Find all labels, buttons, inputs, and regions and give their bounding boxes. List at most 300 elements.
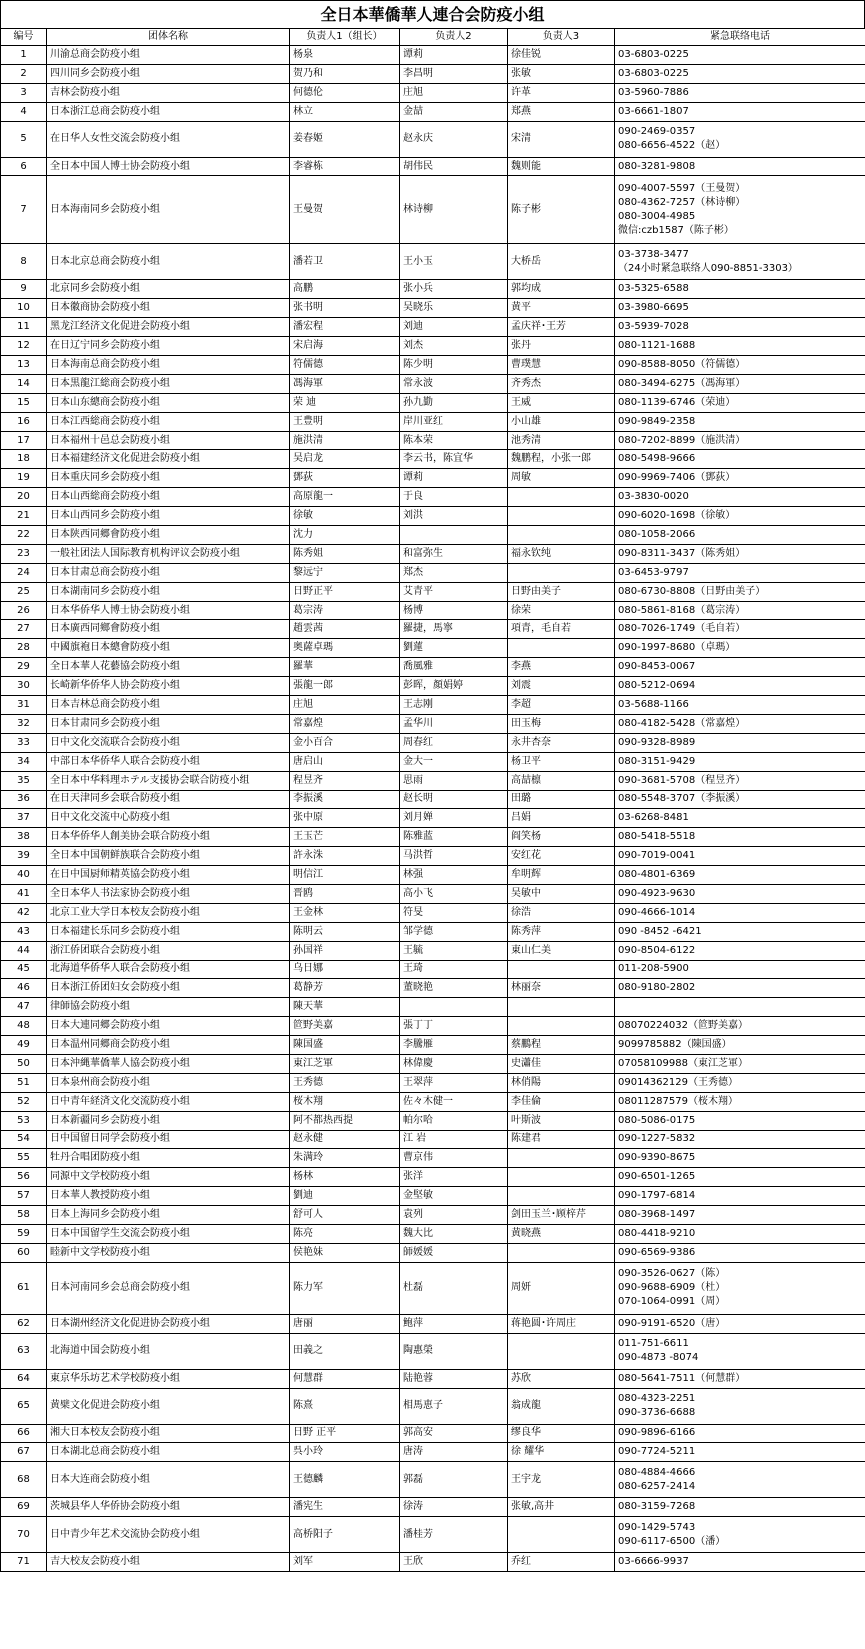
emergency-phone <box>615 601 865 620</box>
phone-line: 090-9849-2358 <box>618 415 696 427</box>
row-number: 53 <box>1 1111 47 1130</box>
group-name: 日本北京总商会防疫小组 <box>47 244 290 280</box>
phone-line: 080-1058-2066 <box>618 528 696 540</box>
leader-1: 東江芝軍 <box>290 1054 400 1073</box>
leader-1: 王金林 <box>290 903 400 922</box>
table-row <box>1 102 865 121</box>
phone-line: 090 -8452 -6421 <box>618 925 702 937</box>
leader-3: 吴敏中 <box>508 884 615 903</box>
leader-3: 東山仁美 <box>508 941 615 960</box>
leader-2: 刘洪 <box>400 507 508 526</box>
leader-2: 李云书，陈宜华 <box>400 450 508 469</box>
table-row <box>1 280 865 299</box>
leader-3 <box>508 1517 615 1553</box>
row-number: 5 <box>1 121 47 157</box>
group-name: 四川同乡会防疫小组 <box>47 64 290 83</box>
group-name: 日本华侨华人博士协会防疫小组 <box>47 601 290 620</box>
row-number: 23 <box>1 544 47 563</box>
phone-line: 03-5939-7028 <box>618 321 689 333</box>
emergency-phone <box>615 847 865 866</box>
table-row <box>1 1036 865 1055</box>
emergency-phone <box>615 1424 865 1443</box>
emergency-phone <box>615 450 865 469</box>
phone-line: 090-9896-6166 <box>618 1427 696 1439</box>
emergency-phone <box>615 393 865 412</box>
phone-line: 090-9969-7406（鄧荻） <box>618 472 736 484</box>
group-name: 日本中国留学生交流会防疫小组 <box>47 1224 290 1243</box>
emergency-phone <box>615 903 865 922</box>
emergency-phone <box>615 1073 865 1092</box>
row-number: 28 <box>1 639 47 658</box>
emergency-phone <box>615 809 865 828</box>
table-row <box>1 847 865 866</box>
phone-line: 080-3159-7268 <box>618 1501 696 1513</box>
group-name: 日本华侨华人創美协会联合防疫小组 <box>47 828 290 847</box>
group-name: 茨城县华人华侨协会防疫小组 <box>47 1498 290 1517</box>
row-number: 51 <box>1 1073 47 1092</box>
leader-3: 张敏 <box>508 64 615 83</box>
leader-2: 師媛媛 <box>400 1243 508 1262</box>
leader-3: 翁成龍 <box>508 1388 615 1424</box>
emergency-phone <box>615 507 865 526</box>
header-group-name: 团体名称 <box>47 29 290 46</box>
header-row <box>1 29 865 46</box>
leader-2: 郑杰 <box>400 563 508 582</box>
leader-2: 于良 <box>400 488 508 507</box>
row-number: 25 <box>1 582 47 601</box>
leader-3: 宋清 <box>508 121 615 157</box>
leader-2: 和富弥生 <box>400 544 508 563</box>
leader-1: 高桥阳子 <box>290 1517 400 1553</box>
group-name: 北京同乡会防疫小组 <box>47 280 290 299</box>
leader-3 <box>508 1333 615 1369</box>
emergency-phone <box>615 1111 865 1130</box>
row-number: 2 <box>1 64 47 83</box>
leader-3: 史瀟佳 <box>508 1054 615 1073</box>
table-row <box>1 431 865 450</box>
leader-2: 王琦 <box>400 960 508 979</box>
group-name: 在日华人女性交流会防疫小组 <box>47 121 290 157</box>
table-row <box>1 922 865 941</box>
emergency-phone <box>615 46 865 65</box>
leader-1: 陈明云 <box>290 922 400 941</box>
leader-3 <box>508 960 615 979</box>
row-number: 16 <box>1 412 47 431</box>
group-name: 吉大校友会防疫小组 <box>47 1553 290 1572</box>
phone-line: 090-6569-9386 <box>618 1246 696 1258</box>
row-number: 18 <box>1 450 47 469</box>
phone-line: 080-4323-2251 <box>618 1393 696 1405</box>
leader-2: 帕尔哈 <box>400 1111 508 1130</box>
emergency-phone <box>615 658 865 677</box>
emergency-phone <box>615 469 865 488</box>
table-row <box>1 1462 865 1498</box>
phone-line: 090-1997-8680（卓瑪） <box>618 642 736 654</box>
phone-line: 090-8311-3437（陈秀姐） <box>618 547 746 559</box>
phone-line: 080-4884-4666 <box>618 1466 696 1478</box>
emergency-phone <box>615 176 865 244</box>
leader-1: 姜春姬 <box>290 121 400 157</box>
leader-2: 王小玉 <box>400 244 508 280</box>
leader-2: 陈本荣 <box>400 431 508 450</box>
emergency-phone <box>615 828 865 847</box>
emergency-phone <box>615 620 865 639</box>
leader-3: 李佳倫 <box>508 1092 615 1111</box>
phone-line: 080-4418-9210 <box>618 1227 696 1239</box>
emergency-phone <box>615 1369 865 1388</box>
row-number: 20 <box>1 488 47 507</box>
group-name: 日本福建长乐同乡会防疫小组 <box>47 922 290 941</box>
leader-3: 王威 <box>508 393 615 412</box>
group-name: 全日本中国朝鲜族联合会防疫小组 <box>47 847 290 866</box>
leader-2: 陆艳蓉 <box>400 1369 508 1388</box>
table-row <box>1 1333 865 1369</box>
table-row <box>1 318 865 337</box>
phone-line: 080-3151-9429 <box>618 755 696 767</box>
phone-line: 080-1121-1688 <box>618 340 696 352</box>
row-number: 38 <box>1 828 47 847</box>
phone-line: 090-7019-0041 <box>618 850 696 862</box>
leader-3: 曹璞慧 <box>508 356 615 375</box>
phone-line: 9099785882（陳国盛） <box>618 1039 732 1051</box>
leader-3 <box>508 507 615 526</box>
leader-3: 田玉梅 <box>508 714 615 733</box>
row-number: 29 <box>1 658 47 677</box>
table-row <box>1 998 865 1017</box>
leader-1: 王曼贺 <box>290 176 400 244</box>
emergency-phone <box>615 714 865 733</box>
emergency-phone <box>615 563 865 582</box>
leader-1: 杨林 <box>290 1168 400 1187</box>
leader-1: 陈力军 <box>290 1262 400 1314</box>
group-name: 日本湖北总商会防疫小组 <box>47 1443 290 1462</box>
leader-3: 张丹 <box>508 337 615 356</box>
row-number: 22 <box>1 526 47 545</box>
table-row <box>1 83 865 102</box>
emergency-phone <box>615 1149 865 1168</box>
phone-line: 080-9180-2802 <box>618 982 696 994</box>
phone-line: 03-6803-0225 <box>618 48 689 60</box>
phone-line: 080-7026-1749（毛自若） <box>618 623 746 635</box>
leader-1: 葛静芳 <box>290 979 400 998</box>
leader-3: 阎笑杨 <box>508 828 615 847</box>
leader-2: 赵永庆 <box>400 121 508 157</box>
leader-1: 奥薩卓瑪 <box>290 639 400 658</box>
phone-line: （24小时紧急联络人090-8851-3303） <box>618 262 798 274</box>
leader-1: 舒可人 <box>290 1206 400 1225</box>
group-name: 一般社团法人国际教育机构评议会防疫小组 <box>47 544 290 563</box>
emergency-phone <box>615 244 865 280</box>
table-row <box>1 639 865 658</box>
phone-line: 080-4801-6369 <box>618 869 696 880</box>
leader-3 <box>508 998 615 1017</box>
row-number: 6 <box>1 157 47 176</box>
row-number: 65 <box>1 1388 47 1424</box>
row-number: 11 <box>1 318 47 337</box>
phone-line: 03-5688-1166 <box>618 698 689 710</box>
leader-1: 潘宏程 <box>290 318 400 337</box>
emergency-phone <box>615 1462 865 1498</box>
table-row <box>1 601 865 620</box>
leader-1: 荣 迪 <box>290 393 400 412</box>
table-row <box>1 450 865 469</box>
leader-1: 沈力 <box>290 526 400 545</box>
phone-line: 080-6656-4522（赵） <box>618 140 726 152</box>
row-number: 70 <box>1 1517 47 1553</box>
group-name: 北海道华侨华人联合会防疫小组 <box>47 960 290 979</box>
table-row <box>1 752 865 771</box>
group-name: 日中文化交流联合会防疫小组 <box>47 733 290 752</box>
leader-1: 林立 <box>290 102 400 121</box>
emergency-phone <box>615 1333 865 1369</box>
group-name: 日本甘肃同乡会防疫小组 <box>47 714 290 733</box>
group-name: 日本河南同乡会总商会防疫小组 <box>47 1262 290 1314</box>
row-number: 71 <box>1 1553 47 1572</box>
group-name: 黑龙江经济文化促进会防疫小组 <box>47 318 290 337</box>
leader-2: 王毓 <box>400 941 508 960</box>
table-row <box>1 244 865 280</box>
phone-line: 080-5861-8168（葛宗涛） <box>618 604 746 616</box>
phone-line: 090-6117-6500（潘） <box>618 1535 726 1547</box>
leader-2: 曹京伟 <box>400 1149 508 1168</box>
row-number: 45 <box>1 960 47 979</box>
table-row <box>1 714 865 733</box>
phone-line: 03-6803-0225 <box>618 67 689 79</box>
leader-3 <box>508 1243 615 1262</box>
emergency-phone <box>615 1036 865 1055</box>
group-name: 中國旗袍日本總會防疫小组 <box>47 639 290 658</box>
leader-2: 孙九勤 <box>400 393 508 412</box>
leader-2: 彭晖，顏娟婷 <box>400 677 508 696</box>
leader-2: 王翠萍 <box>400 1073 508 1092</box>
phone-line: 09014362129（王秀德） <box>618 1076 738 1088</box>
table-row <box>1 1130 865 1149</box>
leader-1: 常嘉煌 <box>290 714 400 733</box>
leader-3 <box>508 1149 615 1168</box>
emergency-phone <box>615 696 865 715</box>
table-row <box>1 1092 865 1111</box>
group-name: 日本浙江总商会防疫小组 <box>47 102 290 121</box>
phone-line: 08011287579（桜木翔） <box>618 1095 738 1107</box>
group-name: 日本温州同郷商会防疫小组 <box>47 1036 290 1055</box>
leader-1: 日野正平 <box>290 582 400 601</box>
phone-line: 090-6020-1698（徐敏） <box>618 510 736 522</box>
emergency-phone <box>615 318 865 337</box>
group-name: 日本沖縄華僑華人協会防疫小组 <box>47 1054 290 1073</box>
leader-3: 魏鹏程，小张一郎 <box>508 450 615 469</box>
emergency-phone <box>615 960 865 979</box>
header-leader-3: 负责人3 <box>508 29 615 46</box>
row-number: 19 <box>1 469 47 488</box>
group-name: 日本陕西同郷會防疫小组 <box>47 526 290 545</box>
row-number: 39 <box>1 847 47 866</box>
group-name: 北京工业大学日本校友会防疫小组 <box>47 903 290 922</box>
phone-line: 080-5641-7511（何慧群） <box>618 1372 746 1384</box>
phone-line: 080-5418-5518 <box>618 831 696 843</box>
leader-2: 张洋 <box>400 1168 508 1187</box>
leader-2: 岸川亚红 <box>400 412 508 431</box>
leader-1: 羅華 <box>290 658 400 677</box>
table-row <box>1 1187 865 1206</box>
table-row <box>1 1262 865 1314</box>
emergency-phone <box>615 431 865 450</box>
leader-3 <box>508 563 615 582</box>
group-name: 全日本中华料理ホテル支援协会联合防疫小组 <box>47 771 290 790</box>
emergency-phone <box>615 299 865 318</box>
group-name: 湘大日本校友会防疫小组 <box>47 1424 290 1443</box>
row-number: 67 <box>1 1443 47 1462</box>
table-body <box>1 46 865 1572</box>
contact-table <box>0 28 865 1572</box>
header-leader-1: 负责人1（组长） <box>290 29 400 46</box>
phone-line: 080-3281-9808 <box>618 160 696 172</box>
leader-3: 苏欣 <box>508 1369 615 1388</box>
leader-2: 陈雅蓝 <box>400 828 508 847</box>
leader-1: 田義之 <box>290 1333 400 1369</box>
table-row <box>1 1498 865 1517</box>
leader-3 <box>508 1168 615 1187</box>
row-number: 15 <box>1 393 47 412</box>
row-number: 43 <box>1 922 47 941</box>
emergency-phone <box>615 1054 865 1073</box>
phone-line: 090-4873 -8074 <box>618 1352 699 1364</box>
leader-2: 郭磊 <box>400 1462 508 1498</box>
group-name: 日中国留日同学会防疫小组 <box>47 1130 290 1149</box>
emergency-phone <box>615 733 865 752</box>
phone-line: 03-3738-3477 <box>618 248 689 260</box>
leader-2: 林强 <box>400 866 508 885</box>
leader-1: 許永洙 <box>290 847 400 866</box>
leader-1: 宋启海 <box>290 337 400 356</box>
leader-2: 江 岩 <box>400 1130 508 1149</box>
emergency-phone <box>615 356 865 375</box>
phone-line: 080-4362-7257（林诗柳） <box>618 196 746 208</box>
phone-line: 011-751-6611 <box>618 1338 689 1350</box>
leader-3: 福永钦纯 <box>508 544 615 563</box>
leader-2: 刘杰 <box>400 337 508 356</box>
row-number: 9 <box>1 280 47 299</box>
leader-3: 徐 耀华 <box>508 1443 615 1462</box>
leader-3: 林俏陽 <box>508 1073 615 1092</box>
emergency-phone <box>615 544 865 563</box>
leader-1: 劉迪 <box>290 1187 400 1206</box>
leader-3: 日野由美子 <box>508 582 615 601</box>
table-row <box>1 469 865 488</box>
group-name: 日本新疆同乡会防疫小组 <box>47 1111 290 1130</box>
table-row <box>1 1369 865 1388</box>
leader-3: 缪良华 <box>508 1424 615 1443</box>
leader-1: 日野 正平 <box>290 1424 400 1443</box>
group-name: 中部日本华侨华人联合会防疫小组 <box>47 752 290 771</box>
leader-3: 牟明辉 <box>508 866 615 885</box>
emergency-phone <box>615 998 865 1017</box>
leader-3 <box>508 1017 615 1036</box>
row-number: 54 <box>1 1130 47 1149</box>
table-row <box>1 1073 865 1092</box>
leader-3: 蒋艳圆･许周庄 <box>508 1314 615 1333</box>
leader-1: 王德麟 <box>290 1462 400 1498</box>
leader-2: 庄旭 <box>400 83 508 102</box>
group-name: 长崎新华侨华人协会防疫小组 <box>47 677 290 696</box>
emergency-phone <box>615 64 865 83</box>
phone-line: 03-3980-6695 <box>618 302 689 314</box>
row-number: 52 <box>1 1092 47 1111</box>
emergency-phone <box>615 1314 865 1333</box>
leader-1: 金小百合 <box>290 733 400 752</box>
phone-line: 090-4666-1014 <box>618 906 696 918</box>
leader-1: 呉小玲 <box>290 1443 400 1462</box>
leader-2 <box>400 526 508 545</box>
row-number: 12 <box>1 337 47 356</box>
emergency-phone <box>615 526 865 545</box>
table-row <box>1 696 865 715</box>
row-number: 17 <box>1 431 47 450</box>
row-number: 21 <box>1 507 47 526</box>
leader-3: 李燕 <box>508 658 615 677</box>
row-number: 40 <box>1 866 47 885</box>
leader-3 <box>508 1187 615 1206</box>
table-row <box>1 941 865 960</box>
row-number: 48 <box>1 1017 47 1036</box>
row-number: 58 <box>1 1206 47 1225</box>
row-number: 41 <box>1 884 47 903</box>
leader-3: 陈秀萍 <box>508 922 615 941</box>
phone-line: 03-6661-1807 <box>618 105 689 117</box>
emergency-phone <box>615 1130 865 1149</box>
leader-2: 金堅敏 <box>400 1187 508 1206</box>
group-name: 吉林会防疫小组 <box>47 83 290 102</box>
table-row <box>1 582 865 601</box>
table-row <box>1 733 865 752</box>
table-row <box>1 658 865 677</box>
leader-1: 孙国祥 <box>290 941 400 960</box>
group-name: 日中青少年艺术交流协会防疫小组 <box>47 1517 290 1553</box>
row-number: 62 <box>1 1314 47 1333</box>
leader-2: 潘桂芳 <box>400 1517 508 1553</box>
leader-2: 马洪哲 <box>400 847 508 866</box>
leader-1: 馮海軍 <box>290 374 400 393</box>
emergency-phone <box>615 1262 865 1314</box>
row-number: 24 <box>1 563 47 582</box>
leader-3: 徐佳锐 <box>508 46 615 65</box>
phone-line: 03-6666-9937 <box>618 1556 689 1568</box>
leader-2: 杨博 <box>400 601 508 620</box>
leader-1: 刘军 <box>290 1553 400 1572</box>
emergency-phone <box>615 102 865 121</box>
leader-3: 項青，毛自若 <box>508 620 615 639</box>
group-name: 日本浙江侨团妇女会防疫小组 <box>47 979 290 998</box>
emergency-phone <box>615 374 865 393</box>
leader-3: 林丽奈 <box>508 979 615 998</box>
row-number: 66 <box>1 1424 47 1443</box>
emergency-phone <box>615 582 865 601</box>
row-number: 34 <box>1 752 47 771</box>
leader-3: 徐荣 <box>508 601 615 620</box>
row-number: 14 <box>1 374 47 393</box>
leader-2 <box>400 998 508 1017</box>
leader-1: 唐丽 <box>290 1314 400 1333</box>
emergency-phone <box>615 1553 865 1572</box>
leader-1: 陈亮 <box>290 1224 400 1243</box>
phone-line: 080-3494-6275（馮海軍） <box>618 377 746 389</box>
table-row <box>1 866 865 885</box>
emergency-phone <box>615 337 865 356</box>
group-name: 日中青年経済文化交流防疫小组 <box>47 1092 290 1111</box>
group-name: 同源中文学校防疫小组 <box>47 1168 290 1187</box>
leader-3: 郭均成 <box>508 280 615 299</box>
group-name: 日本重庆同乡会防疫小组 <box>47 469 290 488</box>
leader-1: 李振溪 <box>290 790 400 809</box>
